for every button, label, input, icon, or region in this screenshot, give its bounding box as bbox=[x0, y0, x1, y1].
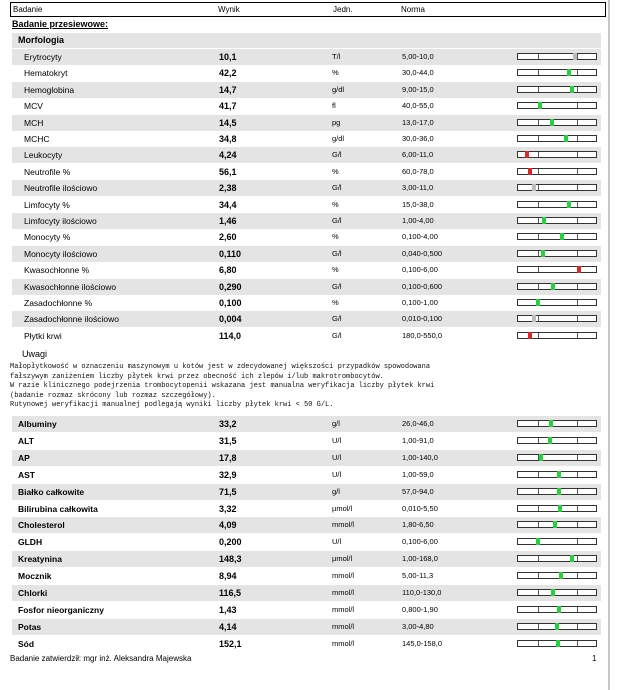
range-boundary-tick bbox=[577, 234, 578, 239]
range-boundary-tick bbox=[538, 185, 539, 190]
value-marker bbox=[557, 488, 561, 495]
test-norm: 0,800-1,90 bbox=[402, 604, 438, 614]
range-bar bbox=[517, 119, 597, 126]
range-boundary-tick bbox=[577, 333, 578, 338]
test-unit: fl bbox=[332, 101, 336, 111]
test-value: 0,200 bbox=[219, 537, 242, 548]
test-unit: g/dl bbox=[332, 84, 345, 94]
test-norm: 5,00-10,0 bbox=[402, 52, 434, 61]
result-row bbox=[12, 262, 601, 278]
page-number: 1 bbox=[592, 654, 597, 663]
test-norm: 0,010-0,100 bbox=[402, 314, 443, 324]
test-name: Kwasochłonne ilościowo bbox=[24, 281, 117, 292]
range-bar bbox=[517, 488, 597, 495]
result-row bbox=[12, 180, 601, 196]
test-unit: U/l bbox=[332, 435, 342, 445]
test-norm: 30,0-36,0 bbox=[402, 134, 434, 143]
value-marker bbox=[528, 168, 532, 175]
value-marker bbox=[570, 86, 574, 93]
value-marker bbox=[538, 102, 542, 109]
range-boundary-tick bbox=[577, 152, 578, 157]
range-bar bbox=[517, 538, 597, 545]
value-marker bbox=[567, 201, 571, 208]
range-boundary-tick bbox=[577, 539, 578, 544]
range-bar bbox=[517, 283, 597, 290]
range-boundary-tick bbox=[577, 489, 578, 494]
range-bar bbox=[517, 217, 597, 224]
result-row bbox=[12, 82, 601, 98]
range-boundary-tick bbox=[538, 607, 539, 612]
header-norma: Norma bbox=[401, 5, 426, 14]
range-boundary-tick bbox=[577, 421, 578, 426]
value-marker bbox=[525, 151, 529, 158]
range-boundary-tick bbox=[538, 333, 539, 338]
header-wynik: Wynik bbox=[218, 5, 240, 14]
test-name: Erytrocyty bbox=[24, 52, 62, 62]
test-unit: G/l bbox=[332, 248, 342, 258]
result-row bbox=[12, 279, 601, 295]
result-row bbox=[12, 501, 601, 517]
test-name: AP bbox=[18, 452, 30, 463]
result-row bbox=[12, 551, 601, 567]
test-norm: 1,00-4,00 bbox=[402, 216, 434, 225]
test-norm: 1,00-59,0 bbox=[402, 469, 434, 479]
test-norm: 57,0-94,0 bbox=[402, 486, 434, 496]
range-bar bbox=[517, 623, 597, 630]
test-norm: 3,00-4,80 bbox=[402, 621, 434, 631]
test-value: 116,5 bbox=[219, 588, 242, 598]
test-unit: T/l bbox=[332, 52, 341, 61]
range-boundary-tick bbox=[577, 506, 578, 511]
test-value: 148,3 bbox=[219, 554, 242, 565]
range-boundary-tick bbox=[538, 284, 539, 289]
value-marker bbox=[541, 250, 545, 257]
range-boundary-tick bbox=[577, 624, 578, 629]
range-bar bbox=[517, 151, 597, 158]
test-name: Sód bbox=[18, 638, 35, 649]
test-name: Potas bbox=[18, 621, 42, 632]
header-jedn: Jedn. bbox=[333, 5, 353, 14]
result-row bbox=[12, 619, 601, 635]
result-row bbox=[12, 484, 601, 500]
test-name: Hematokryt bbox=[24, 68, 68, 79]
result-row bbox=[12, 328, 601, 344]
value-marker bbox=[532, 184, 536, 191]
range-bar bbox=[517, 201, 597, 208]
result-row bbox=[12, 416, 601, 432]
value-marker bbox=[564, 135, 568, 142]
result-row bbox=[12, 115, 601, 131]
test-value: 14,7 bbox=[219, 84, 237, 95]
test-norm: 145,0-158,0 bbox=[402, 638, 443, 648]
test-value: 71,5 bbox=[219, 486, 237, 497]
value-marker bbox=[560, 233, 564, 240]
range-boundary-tick bbox=[538, 590, 539, 595]
test-norm: 0,100-4,00 bbox=[402, 232, 438, 242]
test-unit: mmol/l bbox=[332, 588, 355, 597]
range-boundary-tick bbox=[538, 641, 539, 646]
value-marker bbox=[557, 471, 561, 478]
range-boundary-tick bbox=[577, 185, 578, 190]
test-unit: g/l bbox=[332, 419, 340, 428]
test-name: GLDH bbox=[18, 537, 43, 548]
group-title-row bbox=[12, 33, 601, 48]
range-boundary-tick bbox=[577, 218, 578, 223]
range-boundary-tick bbox=[538, 152, 539, 157]
range-bar bbox=[517, 86, 597, 93]
range-boundary-tick bbox=[577, 120, 578, 125]
test-name: AST bbox=[18, 469, 35, 480]
test-value: 4,09 bbox=[219, 520, 237, 531]
range-bar bbox=[517, 135, 597, 142]
test-value: 0,100 bbox=[219, 298, 242, 308]
result-row bbox=[12, 534, 601, 550]
range-boundary-tick bbox=[538, 489, 539, 494]
range-boundary-tick bbox=[538, 267, 539, 272]
test-value: 114,0 bbox=[219, 330, 242, 341]
test-value: 2,60 bbox=[219, 232, 237, 243]
result-row bbox=[12, 164, 601, 180]
test-name: Zasadochłonne ilościowo bbox=[24, 314, 119, 325]
range-bar bbox=[517, 315, 597, 322]
test-unit: G/l bbox=[332, 183, 342, 193]
result-row bbox=[12, 147, 601, 163]
test-unit: G/l bbox=[332, 330, 342, 340]
value-marker bbox=[567, 69, 571, 76]
result-row bbox=[12, 131, 601, 147]
range-boundary-tick bbox=[538, 234, 539, 239]
range-boundary-tick bbox=[538, 438, 539, 443]
range-bar bbox=[517, 505, 597, 512]
test-value: 14,5 bbox=[219, 117, 237, 128]
test-norm: 60,0-78,0 bbox=[402, 166, 434, 176]
test-unit: mmol/l bbox=[332, 520, 355, 530]
result-row bbox=[12, 450, 601, 466]
value-marker bbox=[549, 420, 553, 427]
range-bar bbox=[517, 640, 597, 647]
test-unit: pg bbox=[332, 117, 341, 127]
test-unit: % bbox=[332, 298, 339, 307]
value-marker bbox=[559, 572, 563, 579]
test-norm: 180,0-550,0 bbox=[402, 330, 443, 340]
test-value: 6,80 bbox=[219, 265, 237, 276]
test-value: 56,1 bbox=[219, 166, 237, 177]
result-row bbox=[12, 213, 601, 229]
range-bar bbox=[517, 521, 597, 528]
test-value: 31,5 bbox=[219, 435, 237, 446]
test-norm: 26,0-46,0 bbox=[402, 419, 434, 428]
test-value: 33,2 bbox=[219, 419, 237, 429]
test-value: 2,38 bbox=[219, 183, 237, 194]
range-boundary-tick bbox=[577, 556, 578, 561]
test-unit: G/l bbox=[332, 150, 342, 160]
test-unit: g/l bbox=[332, 486, 340, 496]
test-name: Leukocyty bbox=[24, 150, 63, 161]
header-badanie: Badanie bbox=[13, 5, 43, 14]
range-bar bbox=[517, 471, 597, 478]
test-unit: % bbox=[332, 166, 339, 176]
range-bar bbox=[517, 589, 597, 596]
range-boundary-tick bbox=[577, 169, 578, 174]
value-marker bbox=[557, 606, 561, 613]
range-bar bbox=[517, 250, 597, 257]
test-norm: 13,0-17,0 bbox=[402, 117, 434, 127]
test-value: 1,43 bbox=[219, 604, 237, 615]
value-marker bbox=[528, 332, 532, 339]
value-marker bbox=[577, 266, 581, 273]
result-row bbox=[12, 433, 601, 449]
value-marker bbox=[573, 53, 577, 60]
test-unit: G/l bbox=[332, 216, 342, 225]
range-boundary-tick bbox=[538, 455, 539, 460]
test-value: 4,24 bbox=[219, 150, 237, 161]
range-boundary-tick bbox=[577, 284, 578, 289]
test-unit: % bbox=[332, 232, 339, 242]
result-row bbox=[12, 229, 601, 245]
range-boundary-tick bbox=[577, 103, 578, 108]
range-bar bbox=[517, 555, 597, 562]
test-unit: mmol/l bbox=[332, 621, 355, 631]
test-norm: 6,00-11,0 bbox=[402, 150, 434, 160]
test-value: 0,004 bbox=[219, 314, 242, 325]
range-boundary-tick bbox=[538, 202, 539, 207]
test-name: Zasadochłonne % bbox=[24, 298, 93, 308]
range-bar bbox=[517, 437, 597, 444]
test-name: Limfocyty ilościowo bbox=[24, 216, 97, 226]
test-norm: 30,0-44,0 bbox=[402, 68, 434, 78]
test-name: Bilirubina całkowita bbox=[18, 503, 98, 514]
page-edge bbox=[608, 0, 610, 690]
value-marker bbox=[551, 283, 555, 290]
test-value: 34,4 bbox=[219, 199, 237, 210]
range-boundary-tick bbox=[577, 316, 578, 321]
test-norm: 40,0-55,0 bbox=[402, 101, 434, 111]
test-name: Mocznik bbox=[18, 571, 52, 582]
range-boundary-tick bbox=[577, 87, 578, 92]
test-name: MCH bbox=[24, 117, 44, 128]
result-row bbox=[12, 602, 601, 618]
range-bar bbox=[517, 266, 597, 273]
range-boundary-tick bbox=[538, 54, 539, 59]
range-boundary-tick bbox=[538, 506, 539, 511]
test-value: 3,32 bbox=[219, 503, 237, 514]
test-name: Płytki krwi bbox=[24, 330, 62, 341]
test-name: MCV bbox=[24, 101, 43, 112]
range-boundary-tick bbox=[538, 120, 539, 125]
range-boundary-tick bbox=[577, 472, 578, 477]
range-boundary-tick bbox=[538, 169, 539, 174]
range-boundary-tick bbox=[577, 136, 578, 141]
test-norm: 1,00-91,0 bbox=[402, 435, 434, 445]
test-unit: U/l bbox=[332, 537, 342, 547]
value-marker bbox=[536, 299, 540, 306]
test-norm: 0,100-1,00 bbox=[402, 298, 438, 307]
test-value: 32,9 bbox=[219, 469, 237, 480]
range-boundary-tick bbox=[538, 218, 539, 223]
test-norm: 0,100-6,00 bbox=[402, 265, 438, 275]
value-marker bbox=[532, 315, 536, 322]
value-marker bbox=[536, 538, 540, 545]
range-boundary-tick bbox=[538, 316, 539, 321]
test-name: Limfocyty % bbox=[24, 199, 70, 210]
test-value: 4,14 bbox=[219, 621, 237, 632]
range-boundary-tick bbox=[577, 590, 578, 595]
section-title: Badanie przesiewowe: bbox=[12, 19, 109, 29]
test-norm: 5,00-11,3 bbox=[402, 571, 434, 581]
test-name: Neutrofile % bbox=[24, 166, 71, 177]
test-norm: 0,040-0,500 bbox=[402, 248, 443, 258]
result-row bbox=[12, 98, 601, 114]
test-value: 152,1 bbox=[219, 638, 242, 649]
range-bar bbox=[517, 233, 597, 240]
test-unit: g/dl bbox=[332, 134, 345, 143]
range-boundary-tick bbox=[538, 87, 539, 92]
range-boundary-tick bbox=[538, 573, 539, 578]
test-unit: mmol/l bbox=[332, 571, 355, 581]
range-bar bbox=[517, 69, 597, 76]
test-name: Cholesterol bbox=[18, 520, 65, 531]
range-bar bbox=[517, 572, 597, 579]
test-value: 8,94 bbox=[219, 571, 237, 582]
test-unit: G/l bbox=[332, 314, 342, 324]
range-bar bbox=[517, 606, 597, 613]
test-unit: G/l bbox=[332, 281, 342, 291]
test-unit: U/l bbox=[332, 469, 342, 479]
test-norm: 0,010-5,50 bbox=[402, 503, 438, 513]
value-marker bbox=[550, 119, 554, 126]
range-bar bbox=[517, 332, 597, 339]
table-header bbox=[10, 2, 606, 17]
test-value: 0,110 bbox=[219, 248, 242, 259]
result-row bbox=[12, 65, 601, 81]
range-boundary-tick bbox=[577, 455, 578, 460]
value-marker bbox=[558, 505, 562, 512]
value-marker bbox=[542, 217, 546, 224]
range-boundary-tick bbox=[577, 70, 578, 75]
range-boundary-tick bbox=[538, 624, 539, 629]
value-marker bbox=[570, 555, 574, 562]
range-boundary-tick bbox=[577, 202, 578, 207]
range-boundary-tick bbox=[577, 300, 578, 305]
range-boundary-tick bbox=[577, 641, 578, 646]
test-value: 17,8 bbox=[219, 452, 237, 463]
range-bar bbox=[517, 102, 597, 109]
value-marker bbox=[548, 437, 552, 444]
result-row bbox=[12, 467, 601, 483]
range-boundary-tick bbox=[538, 251, 539, 256]
result-row bbox=[12, 311, 601, 327]
range-boundary-tick bbox=[538, 421, 539, 426]
range-bar bbox=[517, 454, 597, 461]
range-bar bbox=[517, 299, 597, 306]
range-boundary-tick bbox=[538, 70, 539, 75]
result-row bbox=[12, 636, 601, 652]
test-name: Monocyty ilościowo bbox=[24, 248, 98, 259]
range-bar bbox=[517, 53, 597, 60]
range-boundary-tick bbox=[577, 251, 578, 256]
value-marker bbox=[556, 640, 560, 647]
test-norm: 3,00-11,0 bbox=[402, 183, 434, 193]
test-unit: mmol/l bbox=[332, 638, 355, 648]
test-value: 0,290 bbox=[219, 281, 242, 292]
range-boundary-tick bbox=[577, 438, 578, 443]
result-row bbox=[12, 517, 601, 533]
test-unit: µmol/l bbox=[332, 503, 353, 513]
test-unit: % bbox=[332, 68, 339, 78]
test-norm: 9,00-15,0 bbox=[402, 84, 434, 94]
result-row bbox=[12, 49, 601, 65]
test-name: MCHC bbox=[24, 134, 50, 144]
value-marker bbox=[555, 623, 559, 630]
test-value: 41,7 bbox=[219, 101, 237, 112]
test-unit: % bbox=[332, 265, 339, 275]
range-boundary-tick bbox=[538, 556, 539, 561]
range-bar bbox=[517, 184, 597, 191]
approval-text: Badanie zatwierdził: mgr inż. Aleksandra Majewska bbox=[10, 654, 192, 663]
test-name: Albuminy bbox=[18, 419, 57, 429]
range-boundary-tick bbox=[538, 472, 539, 477]
range-boundary-tick bbox=[577, 573, 578, 578]
range-boundary-tick bbox=[538, 136, 539, 141]
range-bar bbox=[517, 420, 597, 427]
group-title: Morfologia bbox=[18, 35, 64, 45]
test-unit: % bbox=[332, 199, 339, 209]
test-name: Hemoglobina bbox=[24, 84, 75, 95]
test-norm: 1,00-140,0 bbox=[402, 452, 438, 462]
test-norm: 0,100-6,00 bbox=[402, 537, 438, 547]
test-norm: 110,0-130,0 bbox=[402, 588, 442, 597]
range-boundary-tick bbox=[538, 522, 539, 527]
range-boundary-tick bbox=[577, 522, 578, 527]
test-unit: mmol/l bbox=[332, 604, 355, 614]
range-bar bbox=[517, 168, 597, 175]
test-value: 1,46 bbox=[219, 216, 237, 226]
result-row bbox=[12, 295, 601, 311]
test-norm: 15,0-38,0 bbox=[402, 199, 434, 209]
notes-text: Małopłytkowość w oznaczeniu maszynowym u kotów jest w zdecydowanej większości przypadków spowodowana fałszywym zaniżeniem liczby płytek krwi przez obecność ich zlepów i/lub makrotrombocytów. W razie klinicznego podejrzenia trombocytopenii wskazana jest manualna weryfikacja liczby płytek krwi (badanie rozmaz skrócony lub rozmaz szczegółowy). Rutynowej weryfikacji manualnej podlegają wyniki liczby płytek krwi < 50 G/L. bbox=[10, 363, 435, 410]
range-boundary-tick bbox=[577, 607, 578, 612]
test-name: Białko całkowite bbox=[18, 486, 85, 497]
test-unit: µmol/l bbox=[332, 554, 353, 564]
test-unit: U/l bbox=[332, 452, 342, 462]
test-name: Kreatynina bbox=[18, 554, 62, 565]
test-value: 10,1 bbox=[219, 52, 237, 62]
test-norm: 1,80-6,50 bbox=[402, 520, 434, 530]
test-name: Neutrofile ilościowo bbox=[24, 183, 98, 194]
test-name: Chlorki bbox=[18, 588, 48, 598]
result-row bbox=[12, 246, 601, 262]
value-marker bbox=[539, 454, 543, 461]
value-marker bbox=[553, 521, 557, 528]
test-norm: 0,100-0,600 bbox=[402, 281, 443, 291]
test-name: Monocyty % bbox=[24, 232, 71, 243]
notes-label: Uwagi bbox=[22, 349, 48, 359]
test-value: 34,8 bbox=[219, 134, 237, 144]
result-row bbox=[12, 197, 601, 213]
test-value: 42,2 bbox=[219, 68, 237, 79]
test-norm: 1,00-168,0 bbox=[402, 554, 438, 564]
test-name: Kwasochłonne % bbox=[24, 265, 90, 276]
result-row bbox=[12, 585, 601, 601]
value-marker bbox=[551, 589, 555, 596]
test-name: ALT bbox=[18, 435, 34, 446]
test-name: Fosfor nieorganiczny bbox=[18, 604, 104, 615]
result-row bbox=[12, 568, 601, 584]
